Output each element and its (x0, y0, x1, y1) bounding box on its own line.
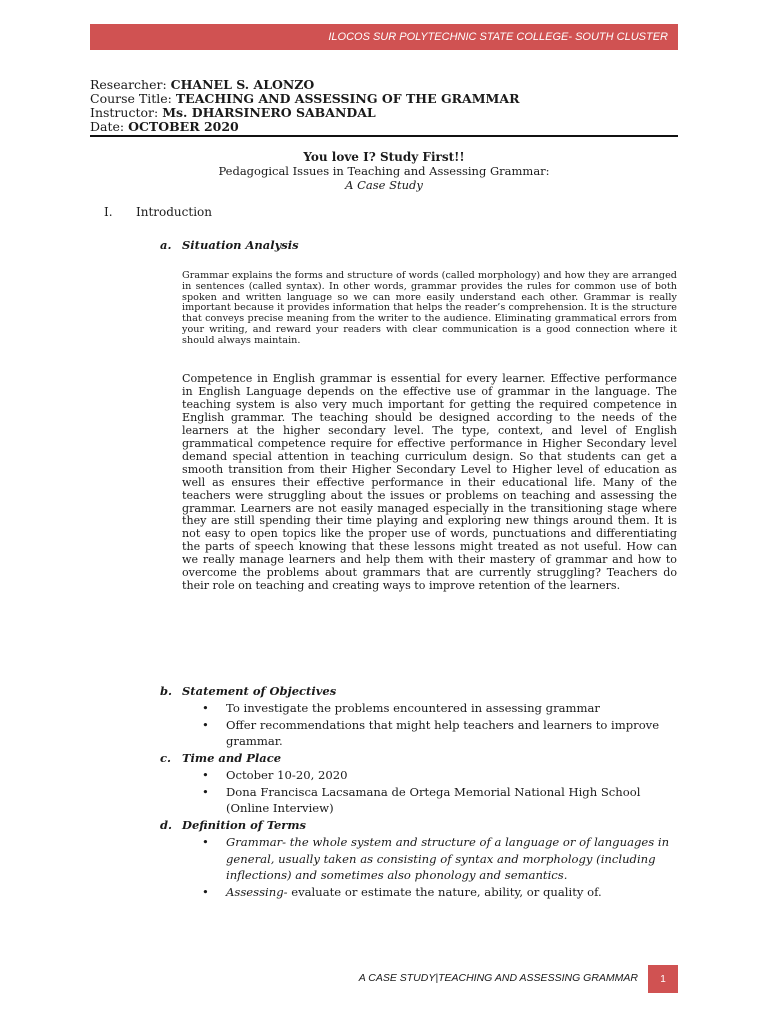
heading-text: Time and Place (182, 751, 282, 765)
section-number: I. (104, 205, 113, 219)
main-title: You love I? Study First!! (303, 150, 465, 164)
bullet-icon: • (202, 768, 209, 782)
instructor-line (90, 106, 519, 120)
objectives-list (200, 700, 678, 750)
date-line (90, 120, 519, 134)
instructor-label: Instructor: (90, 105, 159, 120)
instructor-name: Ms. DHARSINERO SABANDAL (162, 105, 376, 120)
bullet-icon: • (202, 884, 209, 899)
institution-name: ILOCOS SUR POLYTECHNIC STATE COLLEGE- SOUTH CLUSTER (328, 31, 668, 43)
list-item (200, 884, 678, 901)
section-introduction (104, 205, 212, 219)
time-place-list (200, 767, 678, 817)
list-item (200, 717, 678, 750)
term-assessing: Assessing- (226, 884, 288, 899)
subtitle: Pedagogical Issues in Teaching and Assessing Grammar: (218, 164, 550, 178)
footer-text: A CASE STUDY|TEACHING AND ASSESSING GRAMMAR (358, 972, 638, 984)
bullet-icon: • (202, 717, 209, 732)
list-item (200, 834, 678, 884)
course-line (90, 92, 519, 106)
list-item (200, 700, 678, 717)
list-item-text: Offer recommendations that might help teachers and learners to improve grammar. (226, 717, 660, 748)
heading-situation-analysis (160, 238, 299, 252)
heading-letter: b. (160, 684, 173, 698)
list-item (200, 784, 678, 817)
course-label: Course Title: (90, 91, 172, 106)
section-label: Introduction (136, 205, 212, 219)
heading-objectives (160, 684, 336, 698)
definition-grammar: Grammar- the whole system and structure of a language or of languages in general, usually taken as consisting of syntax and morphology (including inflections) and sometimes also phonology and semantics. (226, 835, 670, 882)
heading-letter: c. (160, 751, 172, 765)
date-label: Date: (90, 119, 125, 134)
heading-definitions (160, 818, 306, 832)
heading-letter: a. (160, 238, 172, 252)
researcher-label: Researcher: (90, 77, 167, 92)
situation-paragraph-1: Grammar explains the forms and structure of words (called morphology) and how they are arranged in sentences (called syntax). In other words, grammar provides the rules for common use of both spoken and written language so we can more easily understand each other. Grammar is really important because it provides information that helps the reader’s comprehension. It is the structure that conveys precise meaning from the writer to the audience. Eliminating grammatical errors from your writing, and reward your readers with clear communication is a good connection where it should always maintain. (182, 270, 677, 346)
list-item-text: Dona Francisca Lacsamana de Ortega Memorial National High School (Online Interview) (226, 784, 641, 815)
bullet-icon: • (202, 701, 209, 715)
heading-text: Statement of Objectives (182, 684, 337, 698)
heading-text: Situation Analysis (182, 238, 299, 252)
situation-paragraph-2: Competence in English grammar is essential for every learner. Effective performance in English Language depends on the effective use of grammar in the language. The teaching system is also very much important for getting the required competence in English grammar. The teaching should be designed according to the needs of the learners at the higher secondary level. The type, context, and level of English grammatical competence require for effective performance in Higher Secondary level demand special attention in teaching curriculum design. So that students can get a smooth transition from their Higher Secondary Level to Higher level of education as well as ensures their effective performance in their educational life. Many of the teachers were struggling about the issues or problems on teaching and assessing the grammar. Learners are not easily managed especially in the transitioning stage where they are still spending their time playing and exploring new things around them. It is not easy to open topics like the proper use of words, punctuations and differentiating the parts of speech knowing that these lessons might treated as not useful. How can we really manage learners and help them with their mastery of grammar and how to overcome the problems about grammars that are currently struggling? Teachers do their role on teaching and creating ways to improve retention of the learners. (182, 372, 677, 593)
definitions-list (200, 834, 678, 900)
page-number: 1 (648, 965, 678, 993)
heading-text: Definition of Terms (182, 818, 306, 832)
definition-assessing: evaluate or estimate the nature, ability, or quality of. (287, 884, 602, 899)
header-bar (90, 24, 678, 50)
bullet-icon: • (202, 835, 209, 849)
list-item (200, 767, 678, 784)
heading-letter: d. (160, 818, 173, 832)
heading-time-place (160, 751, 281, 765)
title-block (90, 150, 678, 192)
date-value: OCTOBER 2020 (128, 119, 239, 134)
bullet-icon: • (202, 784, 209, 799)
study-type: A Case Study (345, 178, 423, 192)
list-item-text: To investigate the problems encountered in assessing grammar (226, 701, 600, 715)
researcher-line (90, 78, 519, 92)
divider (90, 135, 678, 137)
course-title: TEACHING AND ASSESSING OF THE GRAMMAR (175, 91, 520, 106)
list-item-text: October 10-20, 2020 (226, 768, 348, 782)
document-meta (90, 78, 519, 134)
researcher-name: CHANEL S. ALONZO (170, 77, 315, 92)
